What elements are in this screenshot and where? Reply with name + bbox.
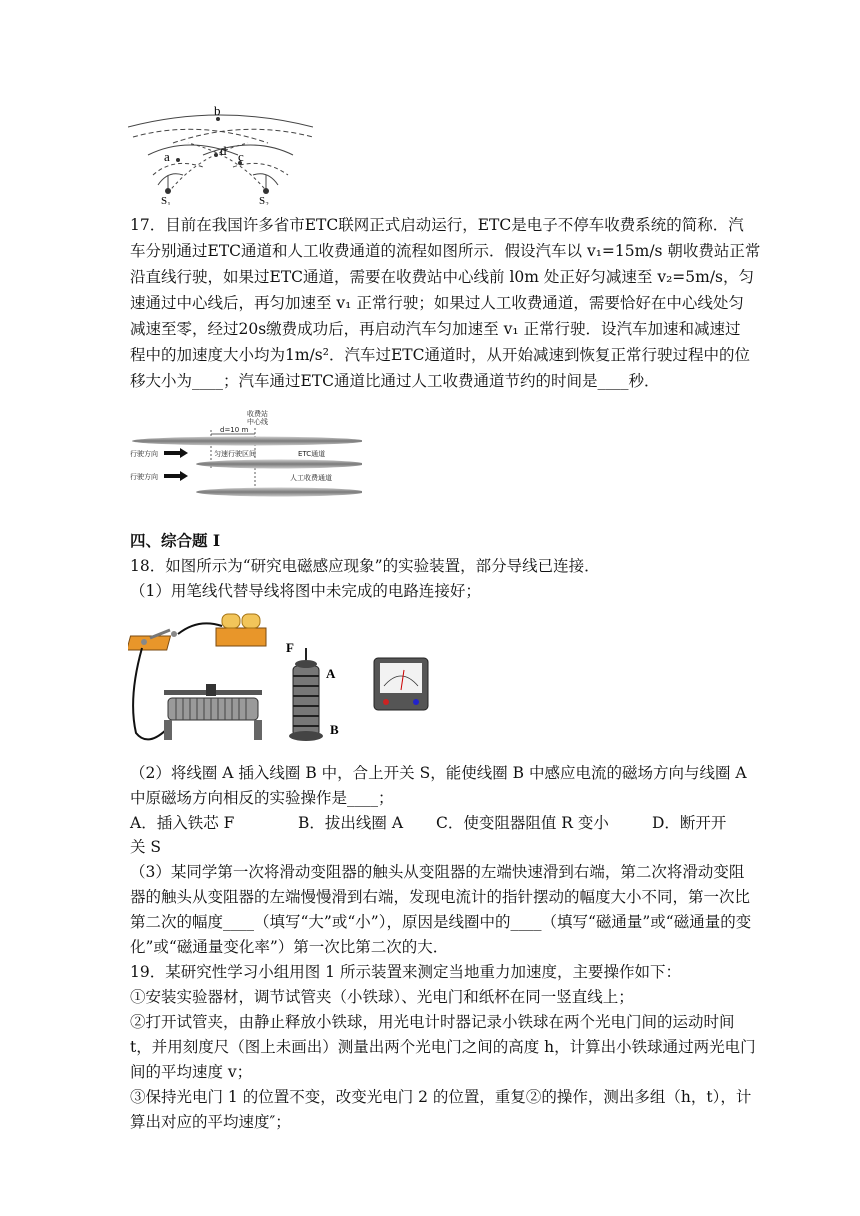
q17-line-1: 17．目前在我国许多省市ETC联网正式启动运行，ETC是电子不停车收费系统的简称．汽 bbox=[130, 216, 744, 234]
drive-direction-1: 行驶方向 bbox=[130, 450, 158, 458]
manual-lane-label: 人工收费通道 bbox=[290, 474, 332, 482]
q18-option-a: A．插入铁芯 F bbox=[130, 814, 235, 832]
label-F: F bbox=[286, 640, 294, 655]
label-A: A bbox=[326, 666, 336, 681]
label-B: B bbox=[330, 722, 339, 737]
etc-lane-figure bbox=[130, 408, 362, 498]
center-label-1: 收费站 bbox=[247, 410, 268, 418]
d-label: d=10 m bbox=[220, 426, 249, 434]
q17-line-2: 车分别通过ETC通道和人工收费通道的流程如图所示．假设汽车以 v₁=15m/s 朝收费站正常 bbox=[130, 242, 761, 260]
label-s1: S₁ bbox=[161, 195, 171, 205]
wave-interference-figure bbox=[128, 105, 313, 205]
label-c: c bbox=[238, 149, 244, 164]
etc-lane-label: ETC通道 bbox=[298, 450, 326, 458]
q18-line-5: （3）某同学第一次将滑动变阻器的触头从变阻器的左端快速滑到右端，第二次将滑动变阻 bbox=[130, 863, 745, 881]
q18-line-1: 18．如图所示为“研究电磁感应现象”的实验装置，部分导线已连接． bbox=[130, 557, 600, 575]
q19-line-6: ③保持光电门 1 的位置不变，改变光电门 2 的位置，重复②的操作，测出多组（h，t），计 bbox=[130, 1088, 752, 1106]
q17-line-5: 减速至零，经过20s缴费成功后，再启动汽车匀加速至 v₁ 正常行驶．设汽车加速和减速过 bbox=[130, 320, 741, 338]
q18-line-3: （2）将线圈 A 插入线圈 B 中，合上开关 S，能使线圈 B 中感应电流的磁场方向与线圈 A bbox=[130, 764, 747, 782]
q17-line-4: 速通过中心线后，再匀加速至 v₁ 正常行驶；如果过人工收费通道，需要恰好在中心线处匀 bbox=[130, 294, 744, 312]
q17-line-7: 移大小为____；汽车通过ETC通道比通过人工收费通道节约的时间是____秒． bbox=[130, 372, 660, 390]
label-b: b bbox=[214, 105, 221, 118]
q18-line-2: （1）用笔线代替导线将图中未完成的电路连接好； bbox=[130, 582, 481, 600]
label-a: a bbox=[164, 149, 170, 164]
q18-line-6: 器的触头从变阻器的左端慢慢滑到右端，发现电流计的指针摆动的幅度大小不同，第一次比 bbox=[130, 888, 751, 906]
induction-apparatus-figure bbox=[128, 608, 448, 748]
section-title: 四、综合题 I bbox=[130, 531, 221, 550]
q17-line-6: 程中的加速度大小均为1m/s²．汽车过ETC通道时，从开始减速到恢复正常行驶过程中的位 bbox=[130, 346, 750, 364]
q19-line-1: 19．某研究性学习小组用图 1 所示装置来测定当地重力加速度，主要操作如下： bbox=[130, 963, 681, 981]
q18-line-7: 第二次的幅度____（填写“大”或“小”），原因是线圈中的____（填写“磁通量”或“磁通量的变 bbox=[130, 913, 752, 931]
q19-line-5: 间的平均速度 v； bbox=[130, 1063, 253, 1081]
q18-line-8: 化”或“磁通量变化率”）第一次比第二次的大． bbox=[130, 938, 449, 956]
center-label-2: 中心线 bbox=[247, 418, 268, 426]
q19-line-2: ①安装实验器材，调节试管夹（小铁球）、光电门和纸杯在同一竖直线上； bbox=[130, 988, 634, 1006]
q18-line-4: 中原磁场方向相反的实验操作是____； bbox=[130, 789, 394, 807]
q18-option-d-cont: 关 S bbox=[130, 838, 162, 856]
uniform-zone-label: 匀速行驶区间 bbox=[214, 450, 256, 458]
label-s2: S₂ bbox=[259, 195, 269, 205]
q19-line-4: t，并用刻度尺（图上未画出）测量出两个光电门之间的高度 h，计算出小铁球通过两光电门 bbox=[130, 1038, 756, 1056]
q19-line-3: ②打开试管夹，由静止释放小铁球，用光电计时器记录小铁球在两个光电门间的运动时间 bbox=[130, 1013, 735, 1031]
q19-line-7: 算出对应的平均速度″； bbox=[130, 1113, 291, 1131]
q18-option-b: B．拔出线圈 A bbox=[298, 814, 404, 832]
drive-direction-2: 行驶方向 bbox=[130, 473, 158, 481]
q17-line-3: 沿直线行驶，如果过ETC通道，需要在收费站中心线前 l0m 处正好匀减速至 v₂=5m/s，匀 bbox=[130, 268, 755, 286]
q18-option-d: D．断开开 bbox=[652, 814, 727, 832]
label-d: d bbox=[220, 143, 227, 158]
q18-option-c: C．使变阻器阻值 R 变小 bbox=[436, 814, 609, 832]
